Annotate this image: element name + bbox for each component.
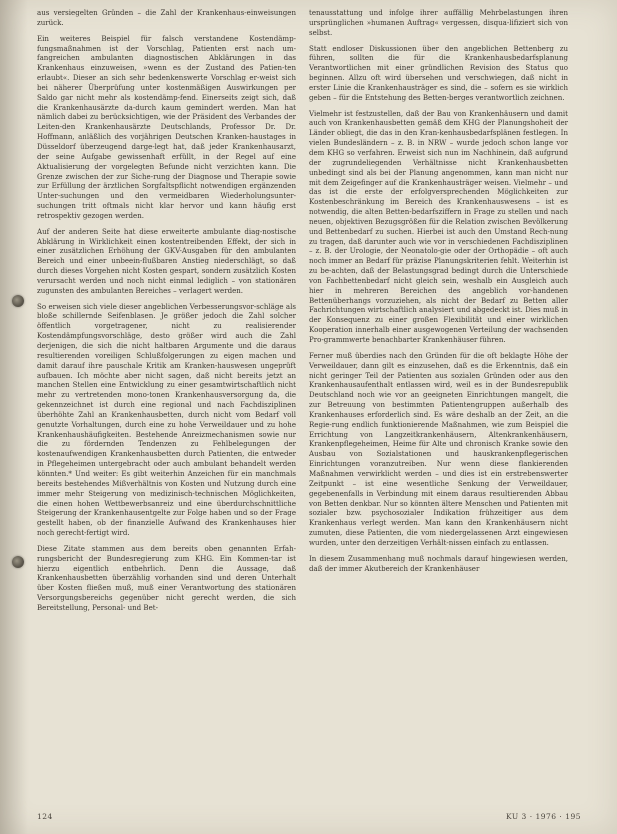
paragraph: Vielmehr ist festzustellen, daß der Bau von Krankenhäusern und damit auch von Krankenhausbetten gemäß dem KHG der Planungshoheit der Länder obliegt, die das in den Kran-kenhausbedarfsplänen festlegen. In vielen Bundesländern – z. B. in NRW – wurde jedoch schon lange vor dem KHG so verfahren. Erweist sich nun im Nachhinein, daß aufgrund der zugrundeliegenden Verhältnisse nicht Krankenhausbetten unbedingt sind als bei der Planung angenommen, kann man nicht nur mit dem Zeigefinger auf die Krankenhausträger weisen. Vielmehr – und das ist die erste der erfolgversprechenden Möglichkeiten zur Kostenbeschränkung im Bereich des Krankenhauswesens – ist es notwendig, die alten Betten-bedarfsziffern in Frage zu stellen und nach neuen, objektiven Bezugsgrößen für die Relation zwischen Bevölkerung und Bettenbedarf zu suchen. Hierbei ist auch den Umstand Rech-nung zu tragen, daß darunter auch wie vor in verschiedenen Fachdisziplinen – z. B. der Urologie, der Neonatolo-gie oder der Orthopädie – oft auch noch immer an Bedarf für präzise Planungskriterien fehlt. Weiterhin ist zu be-achten, daß der Belastungsgrad bedingt durch die Unterschiede von Fachbettenbedarf nicht gleich sein, weshalb ein Ausgleich auch hier in mehreren Bereichen des angeblich vor-handenen Bettenüberhangs vorzuziehen, als nicht der Bedarf zu Betten aller Fachrichtungen wirtschaftlich analysiert und abgedeckt ist. Dies muß in der Konsequenz zu einer großen Flexibilität und einer wirklichen Kooperation innerhalb einer ausgewogenen Verteilung der wachsenden Pro-grammwerte benachbarter Krankenhäuser führen. — [309, 108, 568, 344]
paragraph: aus versiegelten Gründen – die Zahl der Krankenhaus-einweisungen zurück. — [37, 8, 296, 27]
left-column — [37, 8, 296, 619]
paragraph: In diesem Zusammenhang muß nochmals darauf hingewiesen werden, daß der immer Akutbereich der Krankenhäuser — [309, 553, 568, 573]
paragraph: Ein weiteres Beispiel für falsch verstandene Kostendämp-fungsmaßnahmen ist der Vorschlag, Patienten erst nach um-fangreichen ambulanten diagnostischen Abklärungen in das Krankenhaus einzuweisen, »wenn es der Zustand des Patien-ten erlaubt«. Dieser an sich sehr bedenkenswerte Vorschlag er-weist sich bei näherer Überprüfung unter kostenmäßigen Auswirkungen per Saldo gar nicht mehr als kostendämp-fend. Einerseits zeigt sich, daß die Krankenhausärzte da-durch kaum gemindert werden. Man hat nämlich dabei zu berücksichtigen, wie der Präsident des Verbandes der Leiten-den Krankenhausärzte Deutschlands, Professor Dr. Dr. Hoffmann, anläßlich des vorjährigen Deutschen Kranken-haustages in Düsseldorf überzeugend darge-legt hat, daß jeder Krankenhausarzt, der seine Aufgabe gewissenhaft erfüllt, in der Regel auf eine Aktualisierung der vorgelegten Befunde nicht verzichten kann. Die Grenze zwischen der zur Siche-rung der Diagnose und Therapie sowie zur Erfüllung der ärztlichen Sorgfaltspflicht notwendigen ergänzenden Unter-suchungen und den vermeidbaren Wiederholungsunter-suchungen tritt oftmals nicht klar hervor und kann häufig erst retrospektiv gezogen werden. — [37, 33, 296, 220]
paragraph: So erweisen sich viele dieser angeblichen Verbesserungsvor-schläge als bloße schillernde Seifenblasen. Je größer jedoch die Zahl solcher öffentlich vorgetragener, nicht zu realisierender Kostendämpfungsvorschläge, desto größer wird auch die Zahl derjenigen, die sich die nicht haltbaren Argumente und die daraus resultierenden voreiligen Schlußfolgerungen zu eigen machen und damit darauf ihre pauschale Kritik am Kranken-hauswesen ungeprüft aufbauen. Ich möchte aber nicht sagen, daß nicht bereits jetzt an manchen Stellen eine Entwicklung zu einer gesamtwirtschaftlich nicht mehr zu vertretenden mono-tonen Krankenhausversorgung da, die gekennzeichnet ist durch eine regional und nach Fachdisziplinen überhöhte Zahl an Krankenhausbetten, durch nicht vom Bedarf voll genutzte Vorhaltungen, durch eine zu hohe Verweildauer und zu hohe Krankenhaushäufigkeiten. Bestehende Anreizmechanismen sowie nur die zu fördernden Tendenzen zu Fehlbelegungen der kostenaufwendigen Krankenhausbetten durch Patienten, die entweder in Pflegeheimen untergebracht oder auch ambulant behandelt werden könnten.* Und weiter: Es gibt weiterhin Anzeichen für ein manchmals bereits bestehendes Mißverhältnis von Kosten und Nutzung durch eine immer mehr Steigerung von medizinisch-technischen Möglichkeiten, die einen hohen Wettbewerbsanreiz und eine überdurchschnittliche Steigerung der Krankenhausentgelte zur Folge haben und so der Frage gestellt haben, ob der finanzielle Aufwand des Krankenhauses hier noch gerecht-fertigt wird. — [37, 301, 296, 538]
punch-hole — [12, 295, 24, 307]
punch-hole — [12, 556, 24, 568]
paragraph: Ferner muß überdies nach den Gründen für die oft beklagte Höhe der Verweildauer, dann gilt es einzusehen, daß es die Erkenntnis, daß ein nicht geringer Teil der Patienten aus sozialen Gründen oder aus den Krankenhausaufenthalt entlassen wird, weil es in der Bundesrepublik Deutschland noch wie vor an geeigneten Einrichtungen mangelt, die zur Betreuung von bestimmten Patientengruppen außerhalb des Krankenhauses erforderlich sind. Es wäre deshalb an der Zeit, an die Regie-rung endlich funktionierende Maßnahmen, wie zum Beispiel die Errichtung von Langzeitkrankenhäusern, Altenkrankenhäusern, Krankenpflegeheimen, Heime für Alte und chronisch Kranke sowie den Ausbau von Sozialstationen und hauskrankenpflegerischen Einrichtungen voranzutreiben. Nur wenn diese flankierenden Maßnahmen verwirklicht werden – und dies ist ein erstrebenswerter Zeitpunkt – ist eine wesentliche Senkung der Verweildauer, gegebenenfalls in Verbindung mit einem daraus resultierenden Abbau von Betten denkbar. Nur so könnten ältere Menschen und Patienten mit sozialer bzw. psychosozialer Indikation frühzeitiger aus dem Krankenhaus verlegt werden. Man kann den Krankenhäusern nicht zumuten, diese Patienten, die vom niedergelassenen Arzt eingewiesen wurden, unter den derzeitigen Verhält-nissen einfach zu entlassen. — [309, 350, 568, 547]
binding-shadow — [0, 0, 28, 834]
journal-reference: KU 3 · 1976 · 195 — [506, 812, 582, 821]
paragraph: Diese Zitate stammen aus dem bereits oben genannten Erfah-rungsbericht der Bundesregierung zum KHG. Ein Kommen-tar ist hierzu eigentlich entbehrlich. Denn die Aussage, daß Krankenhausbetten überzählig vorhanden sind und deren Unterhalt über Kosten fließen muß, muß einer Verantwortung des stationären Versorgungsbereichs gegenüber nicht gerecht werden, die sich Bereitstellung, Personal- und Bet- — [37, 543, 296, 612]
paragraph: Auf der anderen Seite hat diese erweiterte ambulante diag-nostische Abklärung in Wirklichkeit einen kostentreibenden Effekt, der sich in einer zusätzlichen Erhöhung der GKV-Ausgaben für den ambulanten Bereich und einer unbeein-flußbaren Anstieg niederschlägt, so daß durch dieses Vorgehen nicht Kosten gespart, sondern zusätzlich Kosten verursacht werden und noch nicht einmal lediglich – von stationären zugunsten des ambulanten Bereiches – verlagert werden. — [37, 226, 296, 295]
paragraph: tenausstattung und infolge ihrer auffällig Mehrbelastungen ihren ursprünglichen »humanen Auftrag« vergessen, disqua-lifiziert sich von selbst. — [309, 8, 568, 37]
right-column — [309, 8, 568, 579]
paragraph: Statt endloser Diskussionen über den angeblichen Bettenberg zu führen, sollten die für die Krankenhausbedarfsplanung Verantwortlichen mit einer gründlichen Revision des Status quo beginnen. Allzu oft wird übersehen und verschwiegen, daß nicht in erster Linie die Krankenhausträger es sind, die – sofern es sie wirklich geben – für die Entstehung des Betten-berges verantwortlich zeichnen. — [309, 43, 568, 102]
page-number: 124 — [37, 812, 53, 821]
